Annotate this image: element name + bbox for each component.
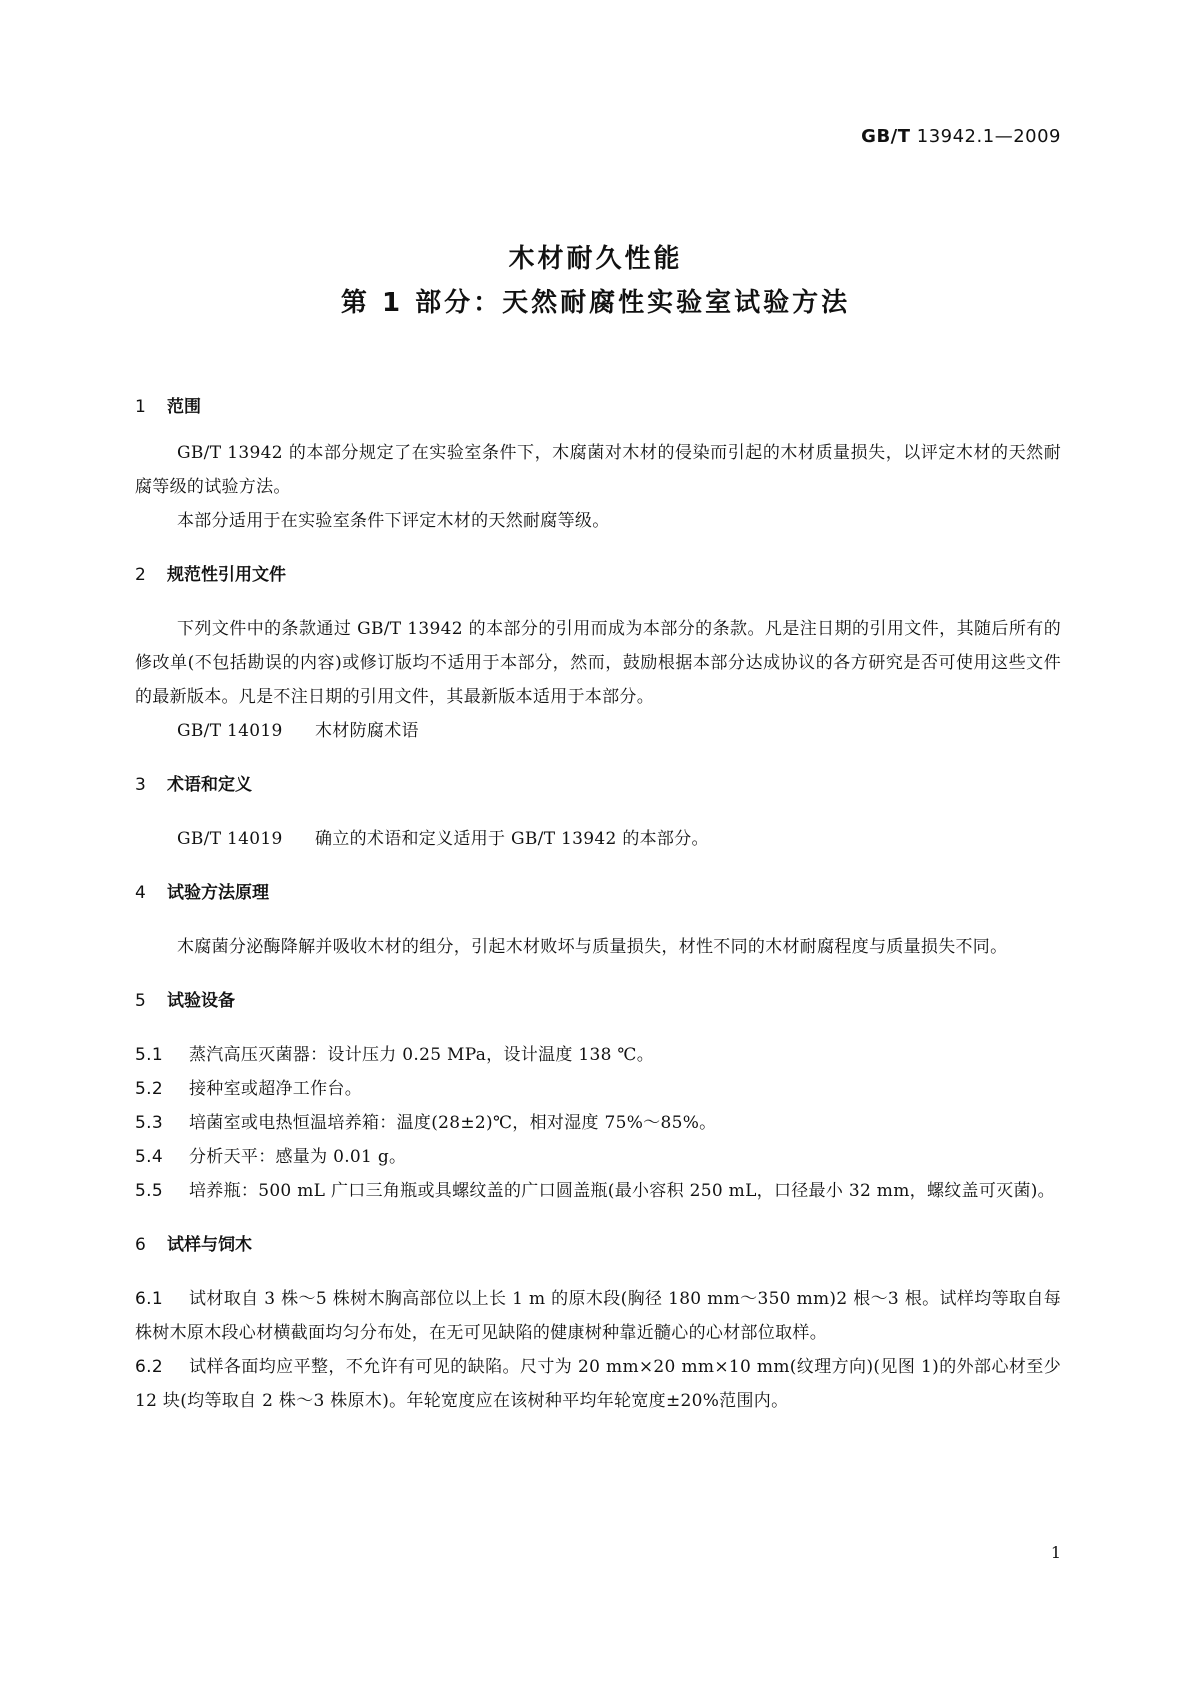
section-heading-1 bbox=[135, 392, 1061, 422]
clause-number: 5.5 bbox=[135, 1181, 163, 1201]
clause-item bbox=[135, 1072, 1061, 1106]
clause-text: 试样各面均应平整，不允许有可见的缺陷。尺寸为 20 mm×20 mm×10 mm(纹理方向)(见图 1)的外部心材至少 12 块(均等取自 2 株～3 株原木)。年轮宽度应在该树种平均年轮宽度±20%范围内。 bbox=[135, 1357, 1061, 1411]
clause-item bbox=[135, 1038, 1061, 1072]
section-number: 5 bbox=[135, 991, 146, 1011]
clause-item bbox=[135, 1140, 1061, 1174]
clause-text: 接种室或超净工作台。 bbox=[189, 1079, 362, 1099]
clause-number: 5.2 bbox=[135, 1079, 163, 1099]
section-title: 术语和定义 bbox=[167, 775, 252, 795]
clause-number: 5.1 bbox=[135, 1045, 163, 1065]
clause-text: 培养瓶：500 mL 广口三角瓶或具螺纹盖的广口圆盖瓶(最小容积 250 mL，口径最小 32 mm，螺纹盖可灭菌)。 bbox=[189, 1181, 1055, 1201]
reference-title: 木材防腐术语 bbox=[315, 721, 419, 741]
document-title: 木材耐久性能 bbox=[508, 244, 683, 274]
section-heading-3 bbox=[135, 770, 1061, 800]
clause-item bbox=[135, 1282, 1061, 1350]
reference-entry bbox=[135, 714, 1061, 748]
clause-text: 分析天平：感量为 0.01 g。 bbox=[189, 1147, 407, 1167]
section-number: 1 bbox=[135, 397, 146, 417]
clause-number: 6.2 bbox=[135, 1357, 163, 1377]
paragraph: 本部分适用于在实验室条件下评定木材的天然耐腐等级。 bbox=[177, 511, 610, 531]
standard-code: 13942.1—2009 bbox=[910, 126, 1061, 147]
clause-item bbox=[135, 1106, 1061, 1140]
section-heading-6 bbox=[135, 1230, 1061, 1260]
clause-text: 蒸汽高压灭菌器：设计压力 0.25 MPa，设计温度 138 ℃。 bbox=[189, 1045, 655, 1065]
standard-prefix: GB/T bbox=[861, 126, 911, 147]
reference-code: GB/T 14019 bbox=[177, 829, 283, 849]
section-heading-4 bbox=[135, 878, 1061, 908]
clause-text: 试材取自 3 株～5 株树木胸高部位以上长 1 m 的原木段(胸径 180 mm～350 mm)2 根～3 根。试样均等取自每株树木原木段心材横截面均匀分布处，在无可见缺陷的健康树种靠近髓心的心材部位取样。 bbox=[135, 1289, 1061, 1343]
section-title: 试验设备 bbox=[167, 991, 235, 1011]
section-number: 4 bbox=[135, 883, 146, 903]
section-title: 试验方法原理 bbox=[167, 883, 269, 903]
paragraph: 下列文件中的条款通过 GB/T 13942 的本部分的引用而成为本部分的条款。凡是注日期的引用文件，其随后所有的修改单(不包括勘误的内容)或修订版均不适用于本部分，然而，鼓励根据本部分达成协议的各方研究是否可使用这些文件的最新版本。凡是不注日期的引用文件，其最新版本适用于本部分。 bbox=[135, 619, 1061, 707]
section-heading-2 bbox=[135, 560, 1061, 590]
definition-entry bbox=[135, 822, 1061, 856]
clause-number: 6.1 bbox=[135, 1289, 163, 1309]
document-body bbox=[135, 392, 1061, 1418]
section-number: 2 bbox=[135, 565, 146, 585]
section-number: 6 bbox=[135, 1235, 146, 1255]
section-title: 规范性引用文件 bbox=[167, 565, 286, 585]
clause-number: 5.3 bbox=[135, 1113, 163, 1133]
clause-text: 培菌室或电热恒温培养箱：温度(28±2)℃，相对湿度 75%～85%。 bbox=[189, 1113, 717, 1133]
standard-number bbox=[861, 126, 1061, 147]
paragraph: GB/T 13942 的本部分规定了在实验室条件下，木腐菌对木材的侵染而引起的木材质量损失，以评定木材的天然耐腐等级的试验方法。 bbox=[135, 443, 1061, 497]
definition-text: 确立的术语和定义适用于 GB/T 13942 的本部分。 bbox=[315, 829, 709, 849]
section-number: 3 bbox=[135, 775, 146, 795]
clause-item bbox=[135, 1350, 1061, 1418]
section-title: 试样与饲木 bbox=[167, 1235, 252, 1255]
page-number: 1 bbox=[1050, 1543, 1061, 1562]
section-title: 范围 bbox=[167, 397, 201, 417]
paragraph: 木腐菌分泌酶降解并吸收木材的组分，引起木材败坏与质量损失，材性不同的木材耐腐程度与质量损失不同。 bbox=[177, 937, 1008, 957]
document-subtitle: 第 1 部分：天然耐腐性实验室试验方法 bbox=[340, 288, 851, 318]
clause-item bbox=[135, 1174, 1061, 1208]
clause-number: 5.4 bbox=[135, 1147, 163, 1167]
reference-code: GB/T 14019 bbox=[177, 721, 283, 741]
section-heading-5 bbox=[135, 986, 1061, 1016]
